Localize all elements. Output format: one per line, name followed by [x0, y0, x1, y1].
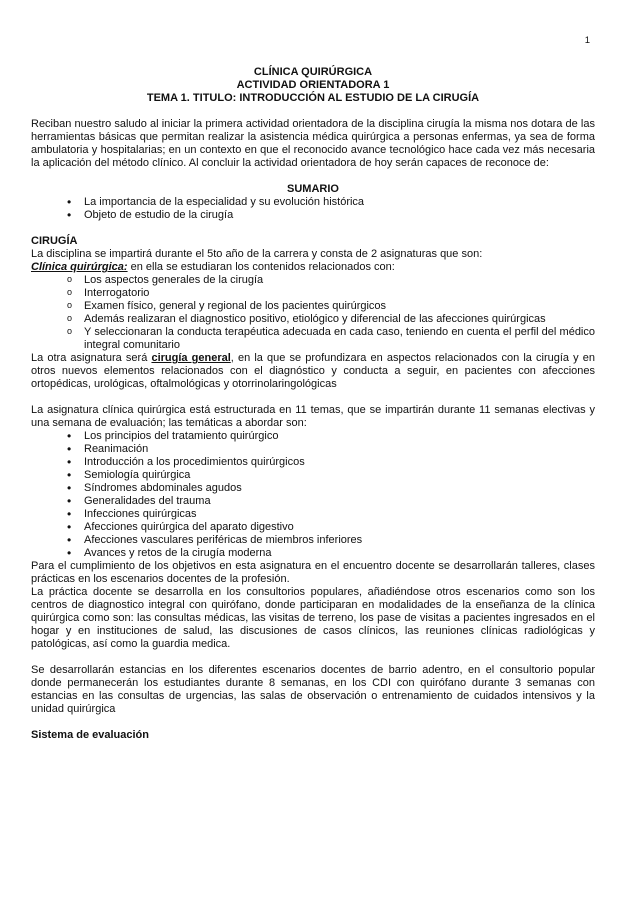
circle-bullet-icon: o: [67, 300, 73, 310]
clinica-label: Clínica quirúrgica:: [31, 261, 128, 273]
sumario-heading: SUMARIO: [287, 183, 339, 195]
list-item: • La importancia de la especialidad y su evolución histórica: [31, 196, 595, 209]
list-item: • Objeto de estudio de la cirugía: [31, 209, 595, 222]
page-number: 1: [584, 35, 590, 46]
list-item: o Además realizaran el diagnostico positivo, etiológico y diferencial de las afecciones quirúrgicas: [67, 313, 546, 325]
estancias-paragraph: Se desarrollarán estancias en los diferentes escenarios docentes de barrio adentro, en el consultorio popular donde permanecerán los estudiantes durante 8 semanas, en los CDI con quirófano durante 3 semanas con estancias en las consultas de urgencias, las salas de observación o entrenamiento de cuidados intensivos y la unidad quirúrgica: [31, 664, 595, 715]
cumplimiento-paragraph: Para el cumplimiento de los objetivos en esta asignatura en el encuentro docente se desarrollarán talleres, clases prácticas en los escenarios docentes de la profesión.: [31, 560, 595, 585]
evaluacion-heading: Sistema de evaluación: [31, 729, 149, 741]
list-item: • Avances y retos de la cirugía moderna: [31, 547, 595, 560]
otra-asignatura-paragraph: La otra asignatura será cirugía general, en la que se profundizara en aspectos relacionados con la cirugía y en otros nuevos elementos relacionados con el diagnóstico y conducta a seguir, en pacientes con afecciones ortopédicas, urológicas, oftalmológicas y otorrinolaringológicas: [31, 352, 596, 390]
asignatura-intro: La asignatura clínica quirúrgica está estructurada en 11 temas, que se impartirán durante 11 semanas electivas y una semana de evaluación; las temáticas a abordar son:: [31, 404, 595, 429]
list-item: • Generalidades del trauma: [31, 495, 595, 508]
cirugia-intro: La disciplina se impartirá durante el 5to año de la carrera y consta de 2 asignaturas que son:: [31, 248, 483, 260]
list-item: • Síndromes abdominales agudos: [31, 482, 595, 495]
temas-list: [31, 430, 595, 560]
clinica-text: en ella se estudiaran los contenidos relacionados con:: [127, 261, 395, 273]
intro-paragraph: Reciban nuestro saludo al iniciar la primera actividad orientadora de la disciplina cirugía la misma nos dotara de las herramientas básicas que permitan realizar la asistencia médica quirúrgica a personas enfermas, ya sea de forma ambulatoria y hospitalarias; en un contexto en que el reconocido avance tecnológico hace cada vez más necesaria la aplicación del método clínico. Al concluir la actividad orientadora de hoy serán capaces de reconoce de:: [31, 118, 595, 169]
list-item: • Infecciones quirúrgicas: [31, 508, 595, 521]
practica-paragraph: La práctica docente se desarrolla en los consultorios populares, añadiéndose otros escenarios como son los centros de diagnostico integral con quirófano, donde participaran en modalidades de la enseñanza de la clínica quirúrgica como son: las consultas médicas, las visitas de terreno, los pase de visitas a pacientes ingresados en el hogar y en instituciones de salud, las discusiones de casos clínicos, las reuniones clínicas radiológicas y patológicas, así como la guardia medica.: [31, 586, 595, 650]
list-item: o Examen físico, general y regional de los pacientes quirúrgicos: [67, 300, 387, 312]
list-item: o Y seleccionaran la conducta terapéutica adecuada en cada caso, teniendo en cuenta el perfil del médico integral comunitario: [67, 326, 595, 351]
circle-bullet-icon: o: [67, 326, 73, 336]
list-item: • Afecciones vasculares periféricas de miembros inferiores: [31, 534, 595, 547]
header-line-3: TEMA 1. TITULO: INTRODUCCIÓN AL ESTUDIO DE LA CIRUGÍA: [146, 92, 480, 104]
cirugia-general-label: cirugía general: [151, 352, 231, 364]
list-item: • Reanimación: [31, 443, 595, 456]
clinica-list: [31, 274, 595, 352]
list-item: o Interrogatorio: [67, 287, 150, 299]
cirugia-heading: CIRUGÍA: [31, 235, 78, 247]
header-line-1: CLÍNICA QUIRÚRGICA: [253, 66, 373, 78]
list-item: • Semiología quirúrgica: [31, 469, 595, 482]
circle-bullet-icon: o: [67, 313, 73, 323]
circle-bullet-icon: o: [67, 274, 73, 284]
header-line-2: ACTIVIDAD ORIENTADORA 1: [236, 79, 390, 91]
document-header: [31, 0, 595, 105]
list-item: • Afecciones quirúrgica del aparato digestivo: [31, 521, 595, 534]
list-item: • Los principios del tratamiento quirúrgico: [31, 430, 595, 443]
circle-bullet-icon: o: [67, 287, 73, 297]
list-item: • Introducción a los procedimientos quirúrgicos: [31, 456, 595, 469]
sumario-list: [31, 196, 595, 222]
list-item: o Los aspectos generales de la cirugía: [67, 274, 264, 286]
clinica-paragraph: [31, 261, 595, 274]
